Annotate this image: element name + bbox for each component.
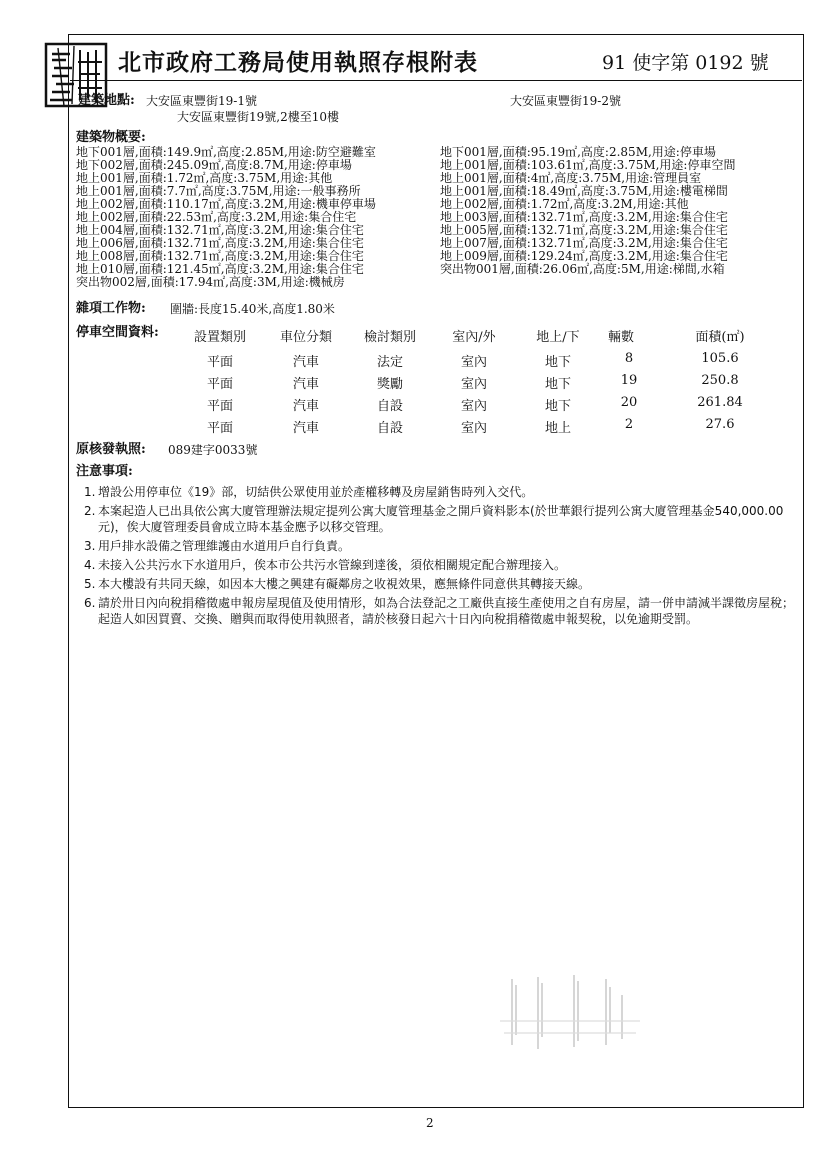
floor-row-left: 地上001層,面積:7.7㎡,高度:3.75M,用途:一般事務所	[76, 184, 361, 198]
floor-row-left: 地上008層,面積:132.71㎡,高度:3.2M,用途:集合住宅	[76, 249, 364, 263]
floor-row-right: 地上003層,面積:132.71㎡,高度:3.2M,用途:集合住宅	[440, 210, 728, 224]
floor-row-right: 地上001層,面積:18.49㎡,高度:3.75M,用途:樓電梯間	[440, 184, 728, 198]
parking-cell: 汽車	[292, 421, 319, 436]
floor-row-left: 地上010層,面積:121.45㎡,高度:3.2M,用途:集合住宅	[76, 262, 364, 276]
document-title: 北市政府工務局使用執照存根附表	[118, 49, 478, 76]
floor-row-right: 地上001層,面積:103.61㎡,高度:3.75M,用途:停車空間	[440, 158, 736, 172]
parking-header: 面積(㎡)	[695, 330, 745, 345]
parking-cell: 室內	[460, 421, 487, 436]
address-right: 大安區東豐街19-2號	[510, 94, 621, 108]
parking-header: 設置類別	[193, 330, 246, 345]
permit-number: 91 使字第 0192 號	[602, 52, 769, 74]
floor-row-right: 地上002層,面積:1.72㎡,高度:3.2M,用途:其他	[440, 197, 689, 211]
floor-row-right: 地上005層,面積:132.71㎡,高度:3.2M,用途:集合住宅	[440, 223, 728, 237]
parking-cell: 27.6	[705, 417, 735, 432]
note-item: 1. 增設公用停車位《19》部，切結供公眾使用並於產權移轉及房屋銷售時列入交代。	[84, 485, 534, 499]
floor-row-right: 地上009層,面積:129.24㎡,高度:3.2M,用途:集合住宅	[440, 249, 728, 263]
floor-row-right: 地上001層,面積:4㎡,高度:3.75M,用途:管理員室	[440, 171, 702, 185]
scan-artifact	[490, 975, 650, 1055]
parking-cell: 平面	[206, 377, 233, 392]
note-item: 4. 未接入公共污水下水道用戶，俟本市公共污水管線到達後，須依相關規定配合辦理接入。	[84, 558, 567, 572]
address-label: 建築地點:	[78, 93, 135, 108]
floor-row-left: 地上006層,面積:132.71㎡,高度:3.2M,用途:集合住宅	[76, 236, 364, 250]
parking-cell: 地下	[544, 355, 571, 370]
parking-header: 輛數	[607, 330, 634, 345]
parking-cell: 汽車	[292, 377, 319, 392]
original-permit-value: 089建字0033號	[168, 443, 258, 457]
floor-row-left: 突出物002層,面積:17.94㎡,高度:3M,用途:機械房	[76, 275, 345, 289]
parking-cell: 8	[624, 351, 634, 366]
parking-cell: 平面	[206, 399, 233, 414]
floor-row-left: 地上002層,面積:22.53㎡,高度:3.2M,用途:集合住宅	[76, 210, 357, 224]
floor-row-left: 地上001層,面積:1.72㎡,高度:3.75M,用途:其他	[76, 171, 333, 185]
notes-label: 注意事項:	[76, 464, 133, 479]
parking-cell: 地下	[544, 399, 571, 414]
floor-row-right: 地上007層,面積:132.71㎡,高度:3.2M,用途:集合住宅	[440, 236, 728, 250]
parking-cell: 汽車	[292, 355, 319, 370]
parking-header: 車位分類	[279, 330, 332, 345]
address-line-2: 大安區東豐街19號,2樓至10樓	[177, 110, 339, 124]
floor-row-right: 突出物001層,面積:26.06㎡,高度:5M,用途:梯間,水箱	[440, 262, 725, 276]
parking-cell: 平面	[206, 355, 233, 370]
floor-row-right: 地下001層,面積:95.19㎡,高度:2.85M,用途:停車場	[440, 145, 716, 159]
floor-row-left: 地下001層,面積:149.9㎡,高度:2.85M,用途:防空避難室	[76, 145, 376, 159]
parking-cell: 平面	[206, 421, 233, 436]
parking-cell: 汽車	[292, 399, 319, 414]
original-permit-label: 原核發執照:	[76, 442, 146, 457]
parking-cell: 19	[620, 373, 638, 388]
parking-cell: 獎勵	[376, 377, 403, 392]
parking-cell: 地下	[544, 377, 571, 392]
note-item: 6. 請於卅日內向稅捐稽徵處申報房屋現值及使用情形，如為合法登記之工廠供直接生產使用之自有房屋，請一併申請減半課徵房屋稅；起造人如因買賣、交換、贈與而取得使用執照者，請於核發日起六十日內向稅捐稽徵處申報契稅，以免逾期受罰。	[84, 596, 795, 626]
floor-row-left: 地上004層,面積:132.71㎡,高度:3.2M,用途:集合住宅	[76, 223, 364, 237]
parking-header: 檢討類別	[363, 330, 416, 345]
parking-cell: 室內	[460, 377, 487, 392]
note-item: 3. 用戶排水設備之管理維護由水道用戶自行負責。	[84, 539, 351, 553]
parking-cell: 105.6	[701, 351, 739, 366]
note-item: 5. 本大樓設有共同天線，如因本大樓之興建有礙鄰房之收視效果，應無條件同意供其轉接天線。	[84, 577, 591, 591]
address-line-1: 大安區東豐街19-1號	[146, 94, 257, 108]
parking-cell: 法定	[376, 355, 403, 370]
page-number: 2	[426, 1116, 434, 1130]
misc-work-label: 雜項工作物:	[76, 301, 146, 316]
parking-cell: 室內	[460, 399, 487, 414]
misc-work-value: 圍牆:長度15.40米,高度1.80米	[170, 302, 335, 316]
parking-cell: 2	[624, 417, 634, 432]
parking-header: 室內/外	[452, 330, 496, 345]
note-item: 2. 本案起造人已出具依公寓大廈管理辦法規定提列公寓大廈管理基金之開戶資料影本(於世華銀行提列公寓大廈管理基金540,000.00元)，俟大廈管理委員會成立時本基金應予以移交管理。	[84, 504, 784, 534]
parking-cell: 20	[620, 395, 638, 410]
header-rule	[70, 80, 802, 81]
floor-row-left: 地上002層,面積:110.17㎡,高度:3.2M,用途:機車停車場	[76, 197, 376, 211]
parking-header: 地上/下	[536, 330, 580, 345]
parking-label: 停車空間資料:	[76, 325, 159, 340]
parking-cell: 261.84	[697, 395, 743, 410]
notes-list	[80, 484, 800, 630]
parking-cell: 地上	[544, 421, 571, 436]
floor-row-left: 地下002層,面積:245.09㎡,高度:8.7M,用途:停車場	[76, 158, 352, 172]
parking-cell: 自設	[376, 421, 403, 436]
parking-cell: 250.8	[701, 373, 739, 388]
overview-label: 建築物概要:	[76, 130, 146, 145]
parking-cell: 自設	[376, 399, 403, 414]
parking-cell: 室內	[460, 355, 487, 370]
